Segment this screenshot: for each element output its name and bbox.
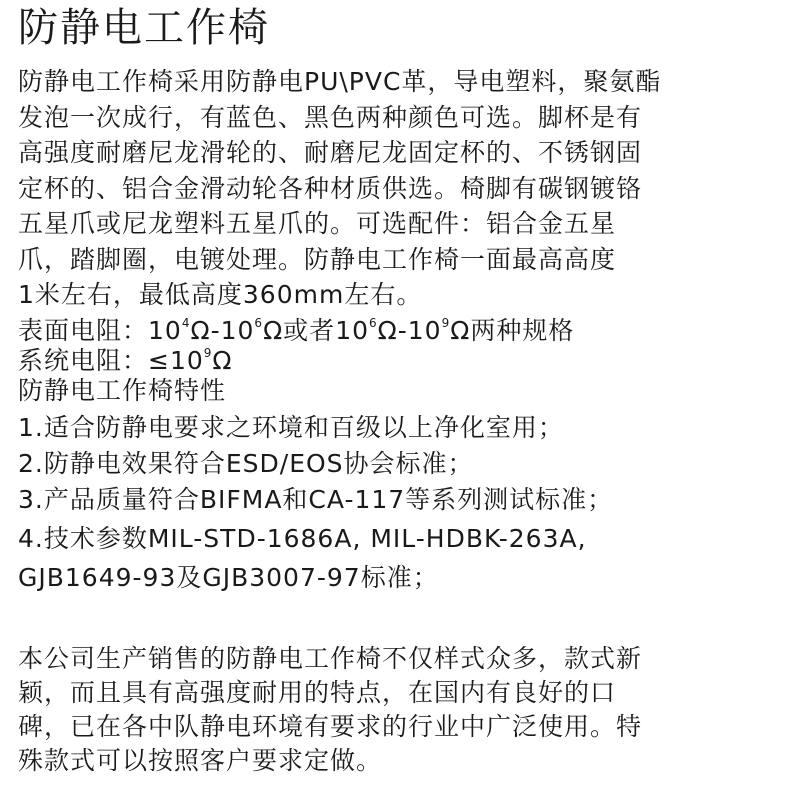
page-title: 防静电工作椅: [18, 5, 270, 51]
surface-resistance-line: [18, 316, 613, 346]
intro-line: 高强度耐磨尼龙滑轮的、耐磨尼龙固定杯的、不锈钢固: [18, 138, 643, 167]
system-resistance-label: 系统电阻：: [18, 346, 149, 375]
ohm-unit: Ω: [263, 316, 284, 345]
system-resistance-line: [18, 346, 613, 376]
surface-resistance-alt-low-base: 10: [335, 316, 369, 345]
feature-item: GJB1649-93及GJB3007-97标准；: [18, 563, 439, 592]
intro-line: 定杯的、铝合金滑动轮各种材质供选。椅脚有碳钢镀铬: [18, 173, 643, 203]
or-text: 或者: [283, 316, 336, 345]
feature-item: 3.产品质量符合BIFMA和CA-117等系列测试标准；: [18, 485, 614, 514]
surface-resistance-label: 表面电阻：: [18, 316, 149, 345]
closing-line: 本公司生产销售的防静电工作椅不仅样式众多，款式新: [18, 644, 643, 673]
closing-line: 碑，已在各中队静电环境有要求的行业中广泛使用。特: [18, 712, 643, 741]
surface-resistance-high-base: 10: [220, 316, 255, 345]
surface-resistance-low-exp: 4: [181, 316, 191, 330]
closing-line: 殊款式可以按照客户要求定做。: [18, 746, 383, 775]
closing-paragraph: [18, 642, 642, 778]
surface-resistance-suffix: 两种规格: [470, 316, 575, 345]
closing-line: 颖，而且具有高强度耐用的特点，在国内有良好的口: [18, 678, 617, 707]
intro-line: 爪，踏脚圈，电镀处理。防静电工作椅一面最高高度: [18, 244, 617, 274]
ohm-unit: Ω: [450, 316, 471, 345]
ohm-unit: Ω: [377, 316, 398, 345]
surface-resistance-high-exp: 6: [254, 316, 264, 330]
range-dash: -: [397, 316, 408, 345]
feature-item: 2.防静电效果符合ESD/EOS协会标准；: [18, 449, 474, 478]
intro-line: 五星爪或尼龙塑料五星爪的。可选配件：铝合金五星: [18, 209, 617, 238]
surface-resistance-alt-high-exp: 9: [441, 316, 451, 330]
ohm-unit: Ω: [190, 316, 211, 345]
surface-resistance-low-base: 10: [148, 316, 182, 345]
less-equal-sign: ≤: [148, 346, 170, 375]
intro-line: 1米左右，最低高度360mm左右。: [18, 280, 423, 309]
system-resistance-exp: 9: [203, 346, 213, 360]
intro-paragraph: [18, 64, 661, 313]
feature-item: 4.技术参数MIL-STD-1686A, MIL-HDBK-263A,: [18, 524, 587, 553]
range-dash: -: [210, 316, 221, 345]
features-heading: 防静电工作椅特性: [18, 376, 227, 405]
intro-line: 防静电工作椅采用防静电PU\PVC革，导电塑料，聚氨酯: [18, 67, 662, 96]
surface-resistance-alt-low-exp: 6: [369, 316, 378, 330]
ohm-unit: Ω: [212, 346, 233, 375]
surface-resistance-alt-high-base: 10: [407, 316, 442, 345]
specs-section: [18, 316, 613, 596]
intro-line: 发泡一次成行，有蓝色、黑色两种颜色可选。脚杯是有: [18, 102, 643, 132]
system-resistance-base: 10: [169, 346, 204, 375]
feature-item: 1.适合防静电要求之环境和百级以上净化室用；: [18, 413, 564, 442]
